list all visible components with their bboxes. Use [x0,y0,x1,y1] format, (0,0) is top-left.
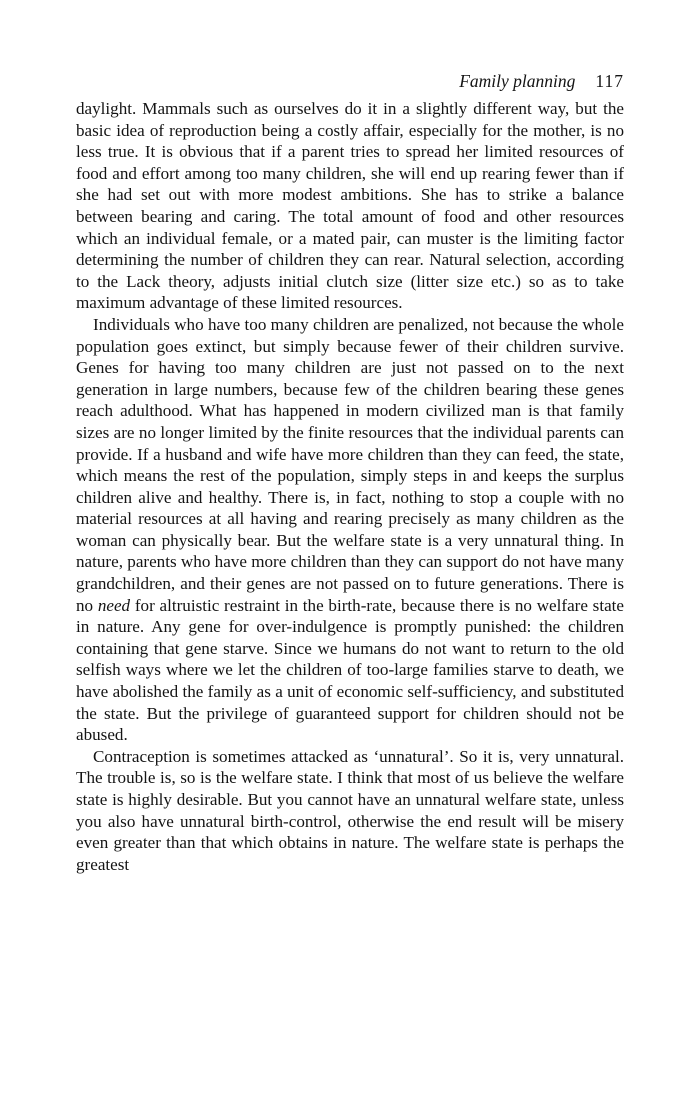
emphasis-need: need [97,595,131,615]
page-number: 117 [595,71,624,91]
book-page [76,66,624,875]
paragraph-1: daylight. Mammals such as ourselves do it in a slightly different way, but the basic idea of reproduction being a costly affair, especially for the mother, is no less true. It is obvious that if a parent tries to spread her limited resources of food and effort among too many children, she will end up rearing fewer than if she had set out with more modest ambitions. She has to strike a balance between bearing and caring. The total amount of food and other resources which an individual female, or a mated pair, can muster is the limiting factor determining the number of children they can rear. Natural selection, according to the Lack theory, adjusts initial clutch size (litter size etc.) so as to take maximum advantage of these limited resources. [76,99,624,313]
running-head [76,66,624,96]
paragraph-2-text-b: for altruistic restraint in the birth-rate, because there is no welfare state in nature. Any gene for over-indulgence is promptly punished: the children containing that gene starve. Since we humans do not want to return to the old selfish ways where we let the children of too-large families starve to death, we have abolished the family as a unit of economic self-sufficiency, and substituted the state. But the privilege of guaranteed support for children should not be abused. [76,595,624,745]
paragraph-2 [76,314,624,746]
paragraph-3: Contraception is sometimes attacked as ‘unnatural’. So it is, very unnatural. The trouble is, so is the welfare state. I think that most of us believe the welfare state is highly desirable. But you cannot have an unnatural welfare state, unless you also have unnatural birth-control, otherwise the end result will be misery even greater than that which obtains in nature. The welfare state is perhaps the greatest [76,746,624,874]
paragraph-2-text-a: Individuals who have too many children are penalized, not because the whole population goes extinct, but simply because fewer of their children survive. Genes for having too many children are just not passed on to the next generation in large numbers, because few of the children bearing these genes reach adulthood. What has happened in modern civilized man is that family sizes are no longer limited by the finite resources that the individual parents can provide. If a husband and wife have more children than they can feed, the state, which means the rest of the population, simply steps in and keeps the surplus children alive and healthy. There is, in fact, nothing to stop a couple with no material resources at all having and rearing precisely as many children as the woman can physically bear. But the welfare state is a very unnatural thing. In nature, parents who have more children than they can support do not have many grandchildren, and their genes are not passed on to future generations. There is no [76,314,624,615]
running-title: Family planning [459,71,576,91]
